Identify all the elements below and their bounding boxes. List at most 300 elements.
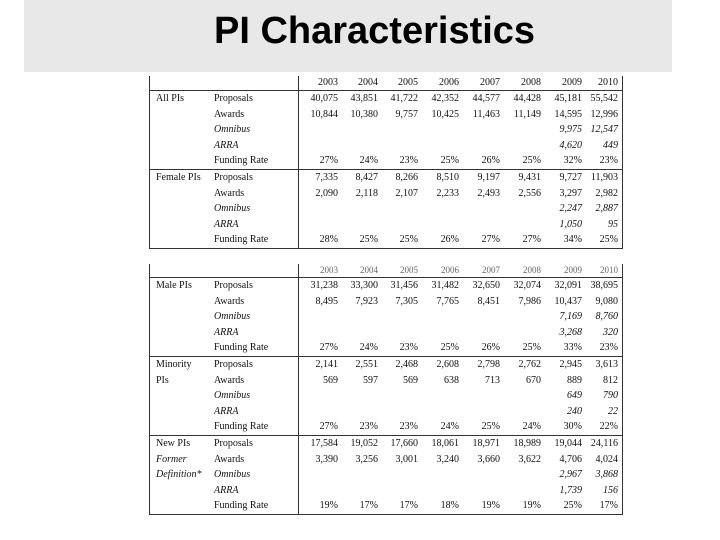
group-label xyxy=(150,294,212,310)
value-cell: 23% xyxy=(586,153,622,169)
value-cell xyxy=(504,122,545,138)
group-label: PIs xyxy=(156,374,169,386)
table-row xyxy=(150,217,622,233)
value-cell xyxy=(342,217,382,233)
value-cell xyxy=(382,388,422,404)
value-cell: 27% xyxy=(504,232,545,248)
year-header: 2007 xyxy=(463,264,504,278)
value-cell: 25% xyxy=(342,232,382,248)
group-label xyxy=(150,388,212,404)
value-cell: 8,451 xyxy=(477,295,500,307)
value-cell: 10,425 xyxy=(431,108,459,120)
value-cell xyxy=(463,217,504,233)
value-cell xyxy=(298,201,342,217)
value-cell xyxy=(422,483,463,499)
value-cell: 2,493 xyxy=(477,187,500,199)
table-row xyxy=(150,435,622,451)
value-cell: 30% xyxy=(545,419,586,435)
table-row xyxy=(150,452,622,468)
value-cell xyxy=(463,467,504,483)
value-cell: 3,390 xyxy=(298,452,342,468)
value-cell: 790 xyxy=(603,390,618,402)
metric-label: Proposals xyxy=(214,437,253,449)
value-cell: 3,256 xyxy=(355,453,378,465)
year-header-row xyxy=(150,76,622,91)
group-label: Definition* xyxy=(156,469,202,481)
value-cell xyxy=(298,467,342,483)
table-row xyxy=(150,309,622,325)
value-cell xyxy=(298,122,342,138)
value-cell: 17,660 xyxy=(390,437,418,449)
metric-label: Funding Rate xyxy=(212,498,298,514)
value-cell: 9,975 xyxy=(559,124,582,136)
value-cell xyxy=(463,483,504,499)
table-row xyxy=(150,294,622,310)
value-cell: 2,887 xyxy=(595,203,618,215)
year-header: 2007 xyxy=(463,76,504,91)
value-cell: 27% xyxy=(298,340,342,356)
year-header: 2003 xyxy=(298,264,342,278)
value-cell: 8,495 xyxy=(298,294,342,310)
metric-label: Proposals xyxy=(214,358,253,370)
value-cell: 8,760 xyxy=(595,311,618,323)
value-cell: 2,118 xyxy=(355,187,378,199)
group-label xyxy=(150,122,212,138)
year-header-row xyxy=(150,264,622,278)
value-cell: 44,428 xyxy=(513,93,541,104)
value-cell xyxy=(342,325,382,341)
group-label xyxy=(150,325,212,341)
value-cell: 25% xyxy=(504,340,545,356)
group-label: Male PIs xyxy=(156,280,192,291)
value-cell: 23% xyxy=(586,340,622,356)
value-cell: 9,757 xyxy=(395,108,418,120)
value-cell: 24% xyxy=(342,153,382,169)
value-cell: 23% xyxy=(382,340,422,356)
value-cell: 42,352 xyxy=(431,93,459,104)
value-cell xyxy=(298,388,342,404)
header-blank xyxy=(212,264,298,278)
value-cell xyxy=(382,217,422,233)
value-cell: 156 xyxy=(603,484,618,496)
group-label: Former xyxy=(156,453,187,465)
value-cell: 2,608 xyxy=(436,358,459,370)
table-left-border xyxy=(149,264,150,515)
value-cell: 2,107 xyxy=(395,187,418,199)
table-row xyxy=(150,122,622,138)
value-cell: 33,300 xyxy=(350,280,378,291)
value-cell: 43,851 xyxy=(350,93,378,104)
value-cell: 9,431 xyxy=(518,171,541,183)
pi-table-bottom xyxy=(150,264,622,515)
table-row xyxy=(150,232,622,248)
value-cell: 23% xyxy=(382,419,422,435)
value-cell: 3,297 xyxy=(559,187,582,199)
value-cell xyxy=(504,201,545,217)
metric-label: Proposals xyxy=(214,93,253,104)
value-cell: 8,266 xyxy=(395,171,418,183)
value-cell: 24% xyxy=(342,340,382,356)
table-row xyxy=(150,138,622,154)
value-cell xyxy=(463,309,504,325)
value-cell: 18,061 xyxy=(431,437,459,449)
metric-label: Omnibus xyxy=(214,311,251,323)
table-row xyxy=(150,356,622,372)
group-label xyxy=(150,498,212,514)
metric-label: ARRA xyxy=(214,326,239,338)
value-cell: 2,551 xyxy=(355,358,378,370)
value-cell: 2,945 xyxy=(559,358,582,370)
value-cell: 10,380 xyxy=(350,108,378,120)
value-cell xyxy=(382,325,422,341)
value-cell xyxy=(342,388,382,404)
metric-label: Omnibus xyxy=(214,469,251,481)
value-cell xyxy=(504,138,545,154)
value-cell: 12,996 xyxy=(590,108,618,120)
value-cell: 25% xyxy=(422,153,463,169)
value-cell: 34% xyxy=(545,232,586,248)
value-cell xyxy=(422,122,463,138)
group-label: New PIs xyxy=(156,437,191,449)
value-cell: 25% xyxy=(422,340,463,356)
group-label xyxy=(150,404,212,420)
value-cell: 11,463 xyxy=(472,108,500,120)
value-cell: 26% xyxy=(463,340,504,356)
value-cell xyxy=(463,325,504,341)
year-header: 2009 xyxy=(545,264,586,278)
value-cell xyxy=(422,404,463,420)
value-cell: 7,923 xyxy=(355,295,378,307)
year-header: 2006 xyxy=(422,264,463,278)
value-cell: 2,090 xyxy=(298,186,342,202)
group-label xyxy=(150,138,212,154)
value-cell: 44,577 xyxy=(472,93,500,104)
table-row xyxy=(150,186,622,202)
value-cell: 649 xyxy=(567,390,582,402)
value-cell xyxy=(463,138,504,154)
group-label xyxy=(150,309,212,325)
value-cell xyxy=(504,217,545,233)
value-cell: 17% xyxy=(586,498,622,514)
table-row xyxy=(150,278,622,294)
metric-label: Funding Rate xyxy=(212,232,298,248)
value-cell: 19,052 xyxy=(350,437,378,449)
group-label xyxy=(150,232,212,248)
value-cell xyxy=(504,309,545,325)
value-cell xyxy=(504,325,545,341)
group-label xyxy=(150,217,212,233)
value-cell xyxy=(342,122,382,138)
value-cell xyxy=(298,217,342,233)
value-cell xyxy=(298,325,342,341)
group-label xyxy=(150,483,212,499)
metric-label: ARRA xyxy=(214,139,239,151)
metric-label: Funding Rate xyxy=(212,153,298,169)
value-cell: 889 xyxy=(567,374,582,386)
value-cell xyxy=(298,309,342,325)
table-row xyxy=(150,483,622,499)
value-cell: 32,650 xyxy=(472,280,500,291)
value-cell: 55,542 xyxy=(590,93,618,104)
value-cell: 19,044 xyxy=(554,437,582,449)
value-cell: 17% xyxy=(382,498,422,514)
value-cell: 24% xyxy=(504,419,545,435)
group-label xyxy=(150,186,212,202)
metric-label: Omnibus xyxy=(214,124,251,136)
year-header: 2009 xyxy=(545,76,586,91)
value-cell xyxy=(422,467,463,483)
value-cell: 23% xyxy=(342,419,382,435)
value-cell: 2,798 xyxy=(477,358,500,370)
value-cell: 41,722 xyxy=(390,93,418,104)
value-cell: 4,024 xyxy=(595,453,618,465)
metric-label: Awards xyxy=(214,187,245,199)
value-cell xyxy=(342,467,382,483)
value-cell: 19% xyxy=(463,498,504,514)
metric-label: Omnibus xyxy=(214,390,251,402)
value-cell: 19% xyxy=(298,498,342,514)
value-cell: 1,739 xyxy=(559,484,582,496)
value-cell: 4,706 xyxy=(559,453,582,465)
value-cell: 8,427 xyxy=(355,171,378,183)
group-label: Female PIs xyxy=(156,171,201,183)
table-row xyxy=(150,419,622,435)
value-cell: 3,001 xyxy=(395,453,418,465)
table-row xyxy=(150,169,622,185)
value-cell: 45,181 xyxy=(554,93,582,104)
value-cell: 670 xyxy=(526,374,541,386)
value-cell: 11,903 xyxy=(590,171,618,183)
table-row xyxy=(150,107,622,123)
value-cell: 33% xyxy=(545,340,586,356)
title-band xyxy=(24,0,672,72)
value-cell xyxy=(342,483,382,499)
value-cell: 7,765 xyxy=(436,295,459,307)
value-cell: 7,986 xyxy=(518,295,541,307)
value-cell: 449 xyxy=(603,139,618,151)
value-cell: 18% xyxy=(422,498,463,514)
metric-label: Awards xyxy=(214,374,245,386)
value-cell xyxy=(463,201,504,217)
value-cell: 19% xyxy=(504,498,545,514)
value-cell: 25% xyxy=(545,498,586,514)
value-cell: 25% xyxy=(382,232,422,248)
value-cell xyxy=(298,404,342,420)
value-cell xyxy=(382,201,422,217)
value-cell: 24,116 xyxy=(590,437,618,449)
value-cell: 812 xyxy=(603,374,618,386)
value-cell: 27% xyxy=(298,419,342,435)
table-right-border xyxy=(622,264,623,515)
metric-label: Funding Rate xyxy=(212,419,298,435)
metric-label: Proposals xyxy=(214,280,253,291)
header-blank xyxy=(150,264,212,278)
value-cell: 40,075 xyxy=(298,91,342,107)
year-header: 2008 xyxy=(504,76,545,91)
value-cell xyxy=(382,467,422,483)
value-cell: 25% xyxy=(504,153,545,169)
value-cell: 2,967 xyxy=(559,469,582,481)
value-cell: 569 xyxy=(298,373,342,389)
value-cell xyxy=(422,138,463,154)
value-cell xyxy=(342,404,382,420)
value-cell: 10,437 xyxy=(554,295,582,307)
value-cell: 31,238 xyxy=(298,278,342,294)
value-cell: 2,556 xyxy=(518,187,541,199)
value-cell: 17,584 xyxy=(298,435,342,451)
value-cell: 27% xyxy=(463,232,504,248)
value-cell: 7,169 xyxy=(559,311,582,323)
metric-label: Awards xyxy=(214,108,245,120)
value-cell xyxy=(298,483,342,499)
value-cell: 7,305 xyxy=(395,295,418,307)
value-cell: 4,620 xyxy=(559,139,582,151)
value-cell: 27% xyxy=(298,153,342,169)
value-cell: 320 xyxy=(603,326,618,338)
value-cell: 23% xyxy=(382,153,422,169)
value-cell: 28% xyxy=(298,232,342,248)
value-cell xyxy=(422,217,463,233)
group-label xyxy=(150,107,212,123)
value-cell: 11,149 xyxy=(513,108,541,120)
group-label: All PIs xyxy=(156,93,185,104)
value-cell: 31,456 xyxy=(390,280,418,291)
group-label xyxy=(150,153,212,169)
metric-label: Awards xyxy=(214,453,245,465)
value-cell xyxy=(463,388,504,404)
value-cell: 9,080 xyxy=(595,295,618,307)
table-row xyxy=(150,153,622,169)
value-cell xyxy=(504,404,545,420)
value-cell: 31,482 xyxy=(431,280,459,291)
table-row xyxy=(150,404,622,420)
metric-label: Proposals xyxy=(214,171,253,183)
value-cell: 2,982 xyxy=(595,187,618,199)
group-label xyxy=(150,340,212,356)
group-label xyxy=(150,201,212,217)
value-cell: 10,844 xyxy=(298,107,342,123)
value-cell: 1,050 xyxy=(559,218,582,230)
value-cell xyxy=(342,138,382,154)
value-cell: 9,197 xyxy=(477,171,500,183)
value-cell xyxy=(298,138,342,154)
metric-label: Omnibus xyxy=(214,203,251,215)
value-cell: 25% xyxy=(586,232,622,248)
table-right-border xyxy=(622,76,623,249)
group-label xyxy=(150,419,212,435)
value-cell: 2,247 xyxy=(559,203,582,215)
value-cell: 3,268 xyxy=(559,326,582,338)
value-cell: 32,074 xyxy=(513,280,541,291)
value-cell xyxy=(382,309,422,325)
header-blank xyxy=(212,76,298,91)
metric-label: Awards xyxy=(214,295,245,307)
value-cell: 2,762 xyxy=(518,358,541,370)
value-cell: 38,695 xyxy=(590,280,618,291)
value-cell xyxy=(504,483,545,499)
metric-label: ARRA xyxy=(214,218,239,230)
table-row xyxy=(150,498,622,514)
value-cell xyxy=(382,138,422,154)
year-header: 2003 xyxy=(298,76,342,91)
value-cell xyxy=(504,467,545,483)
table-left-border xyxy=(149,76,150,249)
value-cell: 597 xyxy=(363,374,378,386)
metric-label: ARRA xyxy=(214,405,239,417)
value-cell: 26% xyxy=(463,153,504,169)
table-row xyxy=(150,91,622,107)
value-cell: 95 xyxy=(608,218,618,230)
table-row xyxy=(150,467,622,483)
value-cell xyxy=(342,201,382,217)
value-cell xyxy=(382,483,422,499)
page-title: PI Characteristics xyxy=(214,10,536,52)
year-header: 2006 xyxy=(422,76,463,91)
value-cell: 2,141 xyxy=(298,356,342,372)
value-cell: 17% xyxy=(342,498,382,514)
value-cell: 240 xyxy=(567,405,582,417)
value-cell: 7,335 xyxy=(298,169,342,185)
group-label: Minority xyxy=(156,358,192,370)
table-row xyxy=(150,325,622,341)
metric-label: Funding Rate xyxy=(212,340,298,356)
value-cell xyxy=(422,309,463,325)
table-row xyxy=(150,201,622,217)
value-cell: 2,233 xyxy=(436,187,459,199)
value-cell: 32% xyxy=(545,153,586,169)
value-cell: 8,510 xyxy=(436,171,459,183)
year-header: 2005 xyxy=(382,264,422,278)
year-header: 2004 xyxy=(342,76,382,91)
value-cell xyxy=(382,122,422,138)
value-cell: 3,240 xyxy=(436,453,459,465)
pi-table-top xyxy=(150,76,622,249)
value-cell xyxy=(422,325,463,341)
value-cell: 32,091 xyxy=(554,280,582,291)
value-cell: 713 xyxy=(485,374,500,386)
value-cell: 18,971 xyxy=(472,437,500,449)
value-cell: 26% xyxy=(422,232,463,248)
table-row xyxy=(150,340,622,356)
year-header: 2008 xyxy=(504,264,545,278)
value-cell xyxy=(422,201,463,217)
header-blank xyxy=(150,76,212,91)
year-header: 2004 xyxy=(342,264,382,278)
year-header: 2005 xyxy=(382,76,422,91)
value-cell xyxy=(463,122,504,138)
value-cell xyxy=(463,404,504,420)
metric-label: ARRA xyxy=(214,484,239,496)
value-cell: 3,868 xyxy=(595,469,618,481)
value-cell: 18,989 xyxy=(513,437,541,449)
table-row xyxy=(150,388,622,404)
value-cell xyxy=(422,388,463,404)
value-cell: 22 xyxy=(608,405,618,417)
value-cell: 24% xyxy=(422,419,463,435)
value-cell: 3,613 xyxy=(595,358,618,370)
value-cell: 22% xyxy=(586,419,622,435)
value-cell: 14,595 xyxy=(554,108,582,120)
value-cell xyxy=(342,309,382,325)
value-cell: 9,727 xyxy=(559,171,582,183)
value-cell: 25% xyxy=(463,419,504,435)
value-cell: 3,622 xyxy=(518,453,541,465)
value-cell xyxy=(504,388,545,404)
value-cell xyxy=(382,404,422,420)
year-header: 2010 xyxy=(586,76,622,91)
value-cell: 2,468 xyxy=(395,358,418,370)
value-cell: 3,660 xyxy=(477,453,500,465)
